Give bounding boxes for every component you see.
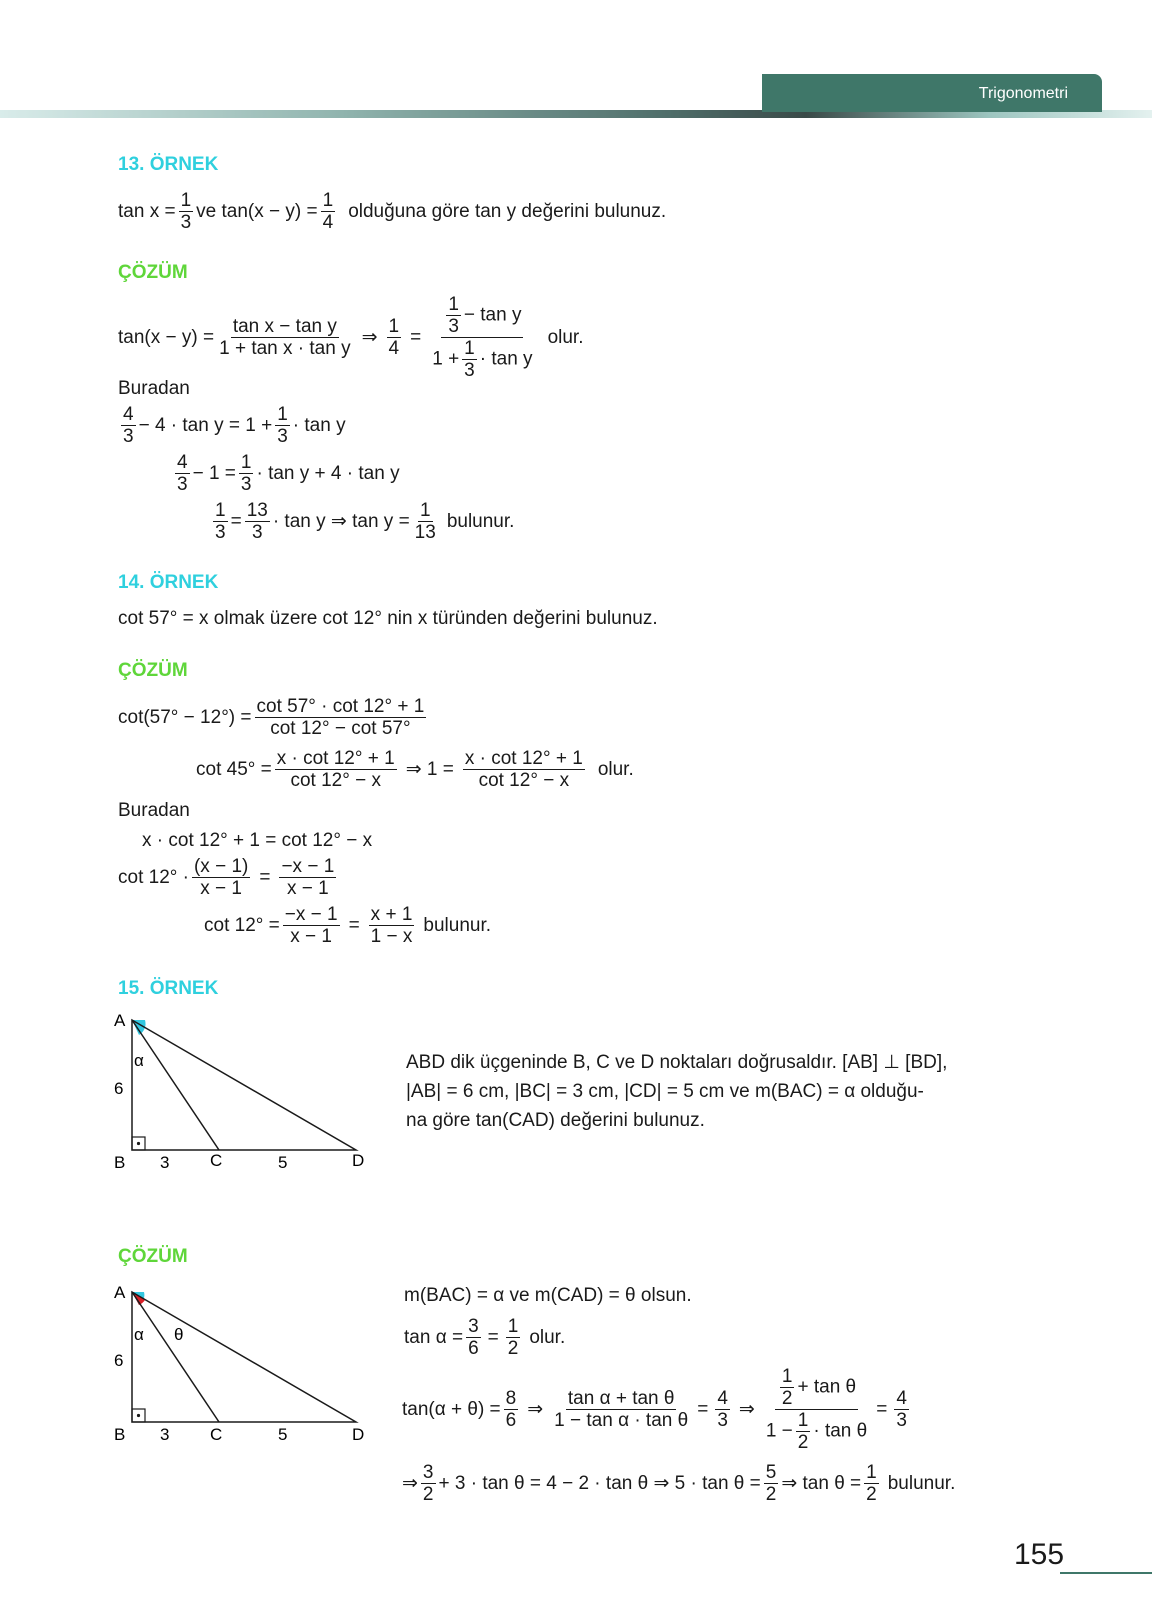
segment-ac xyxy=(132,1292,219,1422)
label-A: A xyxy=(114,1283,126,1302)
page-number: 155 xyxy=(1014,1538,1065,1571)
segment-ac xyxy=(132,1020,219,1150)
label-cd: 5 xyxy=(278,1153,288,1172)
example-14-step-4: cot 12° · $\frac{(x - 1)}{x - 1}$ = $\frac{-x - 1}{x - 1}$ xyxy=(118,856,335,899)
triangle-abd xyxy=(132,1020,356,1150)
buradan-label-2: Buradan xyxy=(118,800,190,821)
triangle-abd xyxy=(132,1292,356,1422)
example-13-question: tan x = $\frac{1}{3}$ ve tan(x − y) = $\frac{1}{4}$ olduğuna göre tan y değerini bulunuz. xyxy=(118,190,667,233)
fraction: $\frac{\text{tan x − tan y}}{\text{1 + tan x · tan y}}$ xyxy=(219,316,351,359)
label-alpha: α xyxy=(134,1051,144,1070)
fraction: $\frac{1}{3}$ xyxy=(180,190,192,233)
page-number-underline xyxy=(1060,1572,1152,1574)
label-A: A xyxy=(114,1011,126,1030)
example-14-question: cot 57° = x olmak üzere cot 12° nin x türünden değerini bulunuz. xyxy=(118,608,658,629)
example-15-solution-title: ÇÖZÜM xyxy=(118,1246,188,1267)
example-13-step-4: $\frac{1}{3}$ = $\frac{13}{3}$ · tan y ⇒ tan y = $\frac{1}{13}$ bulunur. xyxy=(215,500,515,543)
fraction: $\frac{1}{4}$ xyxy=(322,190,334,233)
label-D: D xyxy=(352,1425,365,1444)
example-15-question: ABD dik üçgeninde B, C ve D noktaları doğrusaldır. [AB] ⊥ [BD], |AB| = 6 cm, |BC| = 3 cm, |CD| = 5 cm ve m(BAC) = α olduğu- na göre tan(CAD) değerini bulunuz. xyxy=(406,1052,948,1131)
label-alpha: α xyxy=(134,1325,144,1344)
example-13-step-3: $\frac{4}{3}$ − 1 = $\frac{1}{3}$ · tan y + 4 · tan y xyxy=(177,452,400,495)
example-15-title: 15. ÖRNEK xyxy=(118,978,219,999)
compound-fraction: $\frac{1}{2}$ + tan θ 1 − $\frac{1}{2}$ · tan θ xyxy=(765,1366,868,1453)
label-B: B xyxy=(114,1425,126,1444)
example-14-title: 14. ÖRNEK xyxy=(118,572,219,593)
fraction: $\frac{1}{4}$ xyxy=(388,316,400,359)
example-14-solution-title: ÇÖZÜM xyxy=(118,660,188,681)
triangle-figure-2 xyxy=(112,1278,382,1478)
label-C: C xyxy=(210,1151,223,1170)
example-15-step-4: ⇒ $\frac{3}{2}$ + 3 · tan θ = 4 − 2 · tan θ ⇒ 5 · tan θ = $\frac{5}{2}$ ⇒ tan θ = $\frac{1}{2}$ bulunur. xyxy=(402,1462,956,1505)
label-B: B xyxy=(114,1153,126,1172)
chapter-tab xyxy=(762,74,1102,112)
label-ab: 6 xyxy=(114,1079,124,1098)
buradan-label: Buradan xyxy=(118,378,190,399)
label-D: D xyxy=(352,1151,365,1170)
label-theta: θ xyxy=(174,1325,184,1344)
example-13-solution-title: ÇÖZÜM xyxy=(118,262,188,283)
example-15-step-2: tan α = $\frac{3}{6}$ = $\frac{1}{2}$ olur. xyxy=(404,1316,566,1359)
label-C: C xyxy=(210,1425,223,1444)
label-ab: 6 xyxy=(114,1351,124,1370)
example-15-step-1: m(BAC) = α ve m(CAD) = θ olsun. xyxy=(404,1285,692,1306)
example-13-step-2: $\frac{4}{3}$ − 4 · tan y = 1 + $\frac{1}{3}$ · tan y xyxy=(123,404,346,447)
example-15-step-3: tan(α + θ) = $\frac{8}{6}$ ⇒ $\frac{\text{tan α + tan θ}}{\text{1 − tan α · tan θ}}$ = $\frac{4}{3}$ ⇒ $\frac{1}{2}$ + tan θ 1 − $\frac{1}{2}$ · tan θ = $\frac{4}{3}$ xyxy=(402,1366,907,1453)
example-14-step-2: cot 45° = $\frac{x \cdot \cot 12^\circ + 1}{\cot 12^\circ - x}$ ⇒ 1 = $\frac{x \cdot \cot 12^\circ + 1}{\cot 12^\circ - x}$ olur. xyxy=(196,748,634,791)
triangle-figure-1 xyxy=(112,1008,382,1208)
compound-fraction: $\frac{1}{3}$ − tan y 1 + $\frac{1}{3}$ · tan y xyxy=(432,294,533,381)
label-bc: 3 xyxy=(160,1153,170,1172)
example-14-step-1: cot(57° − 12°) = $\frac{\cot 57^\circ \cdot \cot 12^\circ + 1}{\cot 12^\circ - \cot 57^\circ}$ xyxy=(118,696,425,739)
chapter-title: Trigonometri xyxy=(978,85,1068,102)
example-14-step-5: cot 12° = $\frac{-x - 1}{x - 1}$ = $\frac{x + 1}{1 - x}$ bulunur. xyxy=(204,904,492,947)
example-13-title: 13. ÖRNEK xyxy=(118,154,219,175)
label-cd: 5 xyxy=(278,1425,288,1444)
example-14-step-3: x · cot 12° + 1 = cot 12° − x xyxy=(142,830,373,851)
example-13-step-1: tan(x − y) = $\frac{\text{tan x − tan y}}{\text{1 + tan x · tan y}}$ ⇒ $\frac{1}{4}$ = $\frac{1}{3}$ − tan y 1 + $\frac{1}{3}$ · tan y olur. xyxy=(118,294,584,381)
label-bc: 3 xyxy=(160,1425,170,1444)
